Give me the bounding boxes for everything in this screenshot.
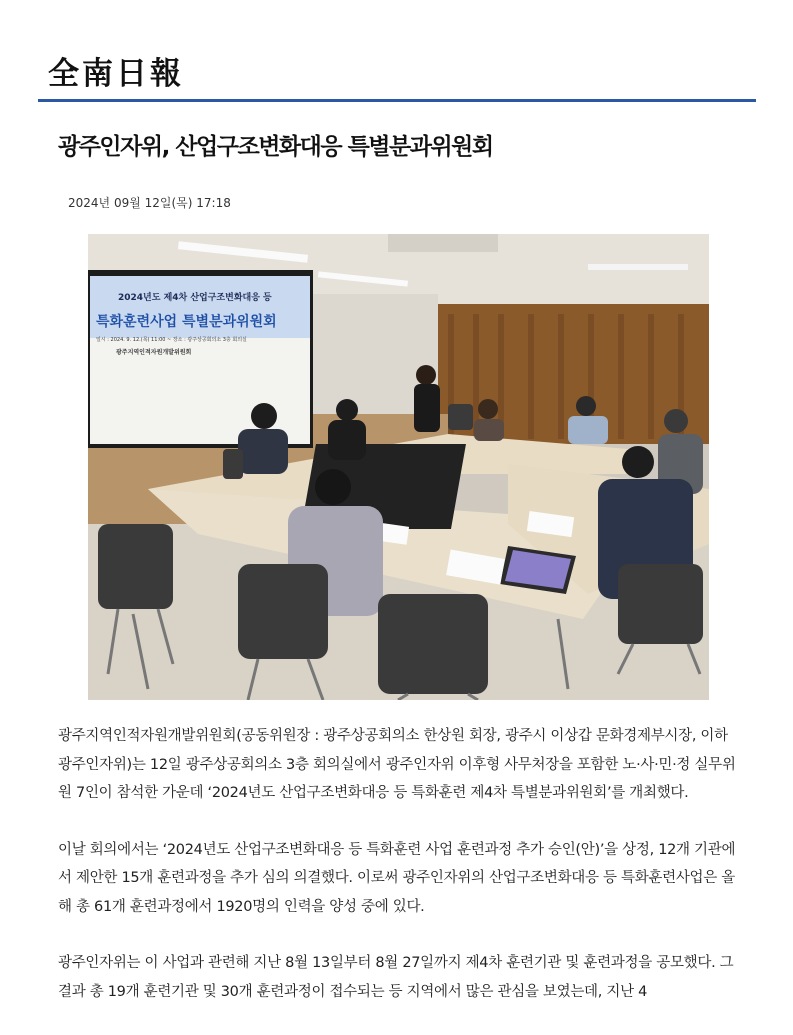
article-paragraph-1: 광주지역인적자원개발위원회(공동위원장 : 광주상공회의소 한상원 회장, 광주시 이상갑 문화경제부시장, 이하 광주인자위)는 12일 광주상공회의소 3층 회의실에서 광주인자위 이후형 사무처장을 포함한 노·사·민·정 실무위원 7인이 참석한 가운데 ‘2024년도 산업구조변화대응 등 특화훈련 제4차 특별분과위원회’를 개최했다.	[58, 728, 736, 801]
banner-date: 일시 : 2024. 9. 12.(목) 11:00 ~ 장소 : 광주상공회의소 3층 회의실	[96, 337, 247, 343]
article-photo	[88, 234, 709, 700]
article-dateline: 2024년 09월 12일(목) 17:18	[68, 196, 231, 210]
banner-line2: 특화훈련사업 특별분과위원회	[96, 314, 277, 330]
newspaper-masthead: 全南日報	[48, 56, 184, 92]
article-body	[58, 722, 742, 1034]
article-headline: 광주인자위, 산업구조변화대응 특별분과위원회	[58, 134, 493, 160]
masthead-divider	[38, 99, 756, 102]
article-paragraph-3: 광주인자위는 이 사업과 관련해 지난 8월 13일부터 8월 27일까지 제4차 훈련기관 및 훈련과정을 공모했다. 그 결과 총 19개 훈련기관 및 30개 훈련과정이 접수되는 등 지역에서 많은 관심을 보였는데, 지난 4	[58, 955, 734, 1000]
meeting-room-illustration	[88, 234, 709, 700]
banner-line1: 2024년도 제4차 산업구조변화대응 등	[118, 293, 272, 303]
article-paragraph-2: 이날 회의에서는 ‘2024년도 산업구조변화대응 등 특화훈련 사업 훈련과정 추가 승인(안)’을 상정, 12개 기관에서 제안한 15개 훈련과정을 추가 심의 의결했다. 이로써 광주인자위의 산업구조변화대응 등 특화훈련사업은 올해 총 61개 훈련과정에서 1920명의 인력을 양성 중에 있다.	[58, 841, 736, 915]
banner-org: 광주지역인적자원개발위원회	[116, 349, 192, 356]
